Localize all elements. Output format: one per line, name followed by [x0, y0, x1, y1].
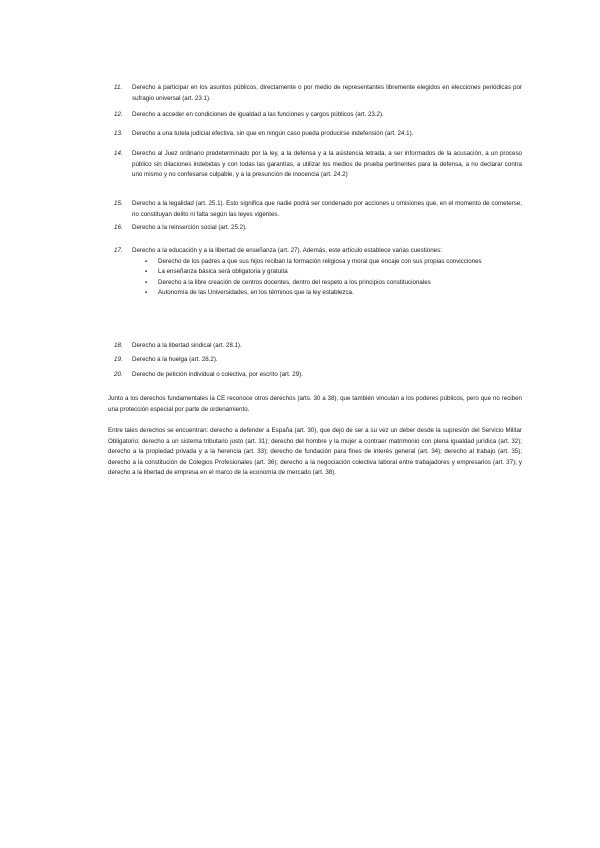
sub-bullet-item: [132, 278, 522, 289]
sub-bullet-text: Derecho a la libre creación de centros docentes, dentro del respeto a los principios constitucionales: [158, 278, 431, 286]
sub-bullet-text: Derecho de los padres a que sus hijos reciban la formación religiosa y moral que encaje con sus propias convicciones: [158, 257, 482, 265]
list-item: [114, 149, 522, 181]
item-text: Derecho a acceder en condiciones de igualdad a las funciones y cargos públicos (art. 23.2).: [132, 111, 384, 118]
bullet-dot-icon: ▪: [145, 269, 148, 276]
item-number: 11.: [114, 84, 123, 91]
item-text: Derecho a la reinserción social (art. 25.2).: [132, 224, 247, 231]
item-number: 13.: [114, 130, 123, 137]
item-text: Derecho a participar en los asuntos públicos, directamente o por medio de representantes libremente elegidos en elecciones periódicas por sufragio universal (art. 23.1).: [132, 84, 522, 102]
list-item: [114, 83, 522, 104]
list-item: [114, 341, 522, 352]
sub-bullet-list: [132, 257, 522, 299]
list-item: [114, 199, 522, 220]
list-item: [114, 223, 522, 234]
item-text: Derecho al Juez ordinario predeterminado por la ley, a la defensa y a la asistencia letrada, a ser informados de la acusación, a un proceso público sin dilaciones indebidas y con todas las garantías, a utilizar los medios de prueba pertinentes para la defensa, a no declarar contra uno mismo y no confesarse culpable, y a la presunción de inocencia (art. 24.2): [132, 150, 522, 179]
item-number: 18.: [114, 342, 123, 349]
item-text: Derecho a la educación y a la libertad de enseñanza (art. 27). Además, este artículo establece varias cuestiones:: [132, 247, 442, 254]
sub-bullet-item: [132, 288, 522, 299]
item-number: 19.: [114, 356, 123, 363]
item-text: Derecho a la libertad sindical (art. 28.1).: [132, 342, 242, 349]
bullet-dot-icon: ▪: [145, 279, 148, 286]
bullet-dot-icon: ▪: [145, 258, 148, 265]
item-number: 12.: [114, 111, 123, 118]
list-item: [114, 355, 522, 366]
list-item: [114, 129, 522, 140]
item-number: 14.: [114, 150, 123, 157]
bullet-dot-icon: ▪: [145, 290, 148, 297]
item-number: 16.: [114, 224, 123, 231]
body-paragraph: Junto a los derechos fundamentales la CE reconoce otros derechos (arts. 30 a 38), que también vinculan a los poderes públicos, pero que no reciben una protección especial por parte de ordenamiento.: [108, 395, 522, 413]
sub-bullet-text: Autonomía de las Universidades, en los términos que la ley establezca.: [158, 289, 354, 297]
item-text: Derecho de petición individual o colectiva, por escrito (art. 29).: [132, 371, 303, 378]
item-text: Derecho a la huelga (art. 28.2).: [132, 356, 218, 363]
list-item: [114, 246, 522, 299]
item-number: 15.: [114, 200, 123, 207]
list-item: [114, 370, 522, 381]
list-item: [114, 110, 522, 121]
item-text: Derecho a la legalidad (art. 25.1). Esto significa que nadie podrá ser condenado por acciones u omisiones que, en el momento de cometerse, no constituyan delito ni falta según las leyes vigentes.: [132, 200, 522, 218]
sub-bullet-item: [132, 267, 522, 278]
sub-bullet-text: La enseñanza básica será obligatoria y gratuita: [158, 268, 288, 276]
item-text: Derecho a una tutela judicial efectiva, sin que en ningún caso pueda producirse indefensión (art. 24.1).: [132, 130, 414, 137]
body-paragraph: Entre tales derechos se encuentran: derecho a defender a España (art. 30), que dejó de ser a su vez un deber desde la supresión del Servicio Militar Obligatorio; derecho a un sistema tributario justo (art. 31); derecho del hombre y la mujer a contraer matrimonio con plena igualdad jurídica (art. 32); derecho a la propiedad privada y a la herencia (art. 33); derecho de fundación para fines de interés general (art. 34); derecho al trabajo (art. 35); derecho a la constitución de Colegios Profesionales (art. 36); derecho a la negociación colectiva laboral entre trabajadores y empresarios (art. 37); y derecho a la libertad de empresa en el marco de la economía de mercado (art. 38).: [108, 427, 522, 477]
item-number: 17.: [114, 247, 123, 254]
item-number: 20.: [114, 371, 123, 378]
sub-bullet-item: [132, 257, 522, 268]
